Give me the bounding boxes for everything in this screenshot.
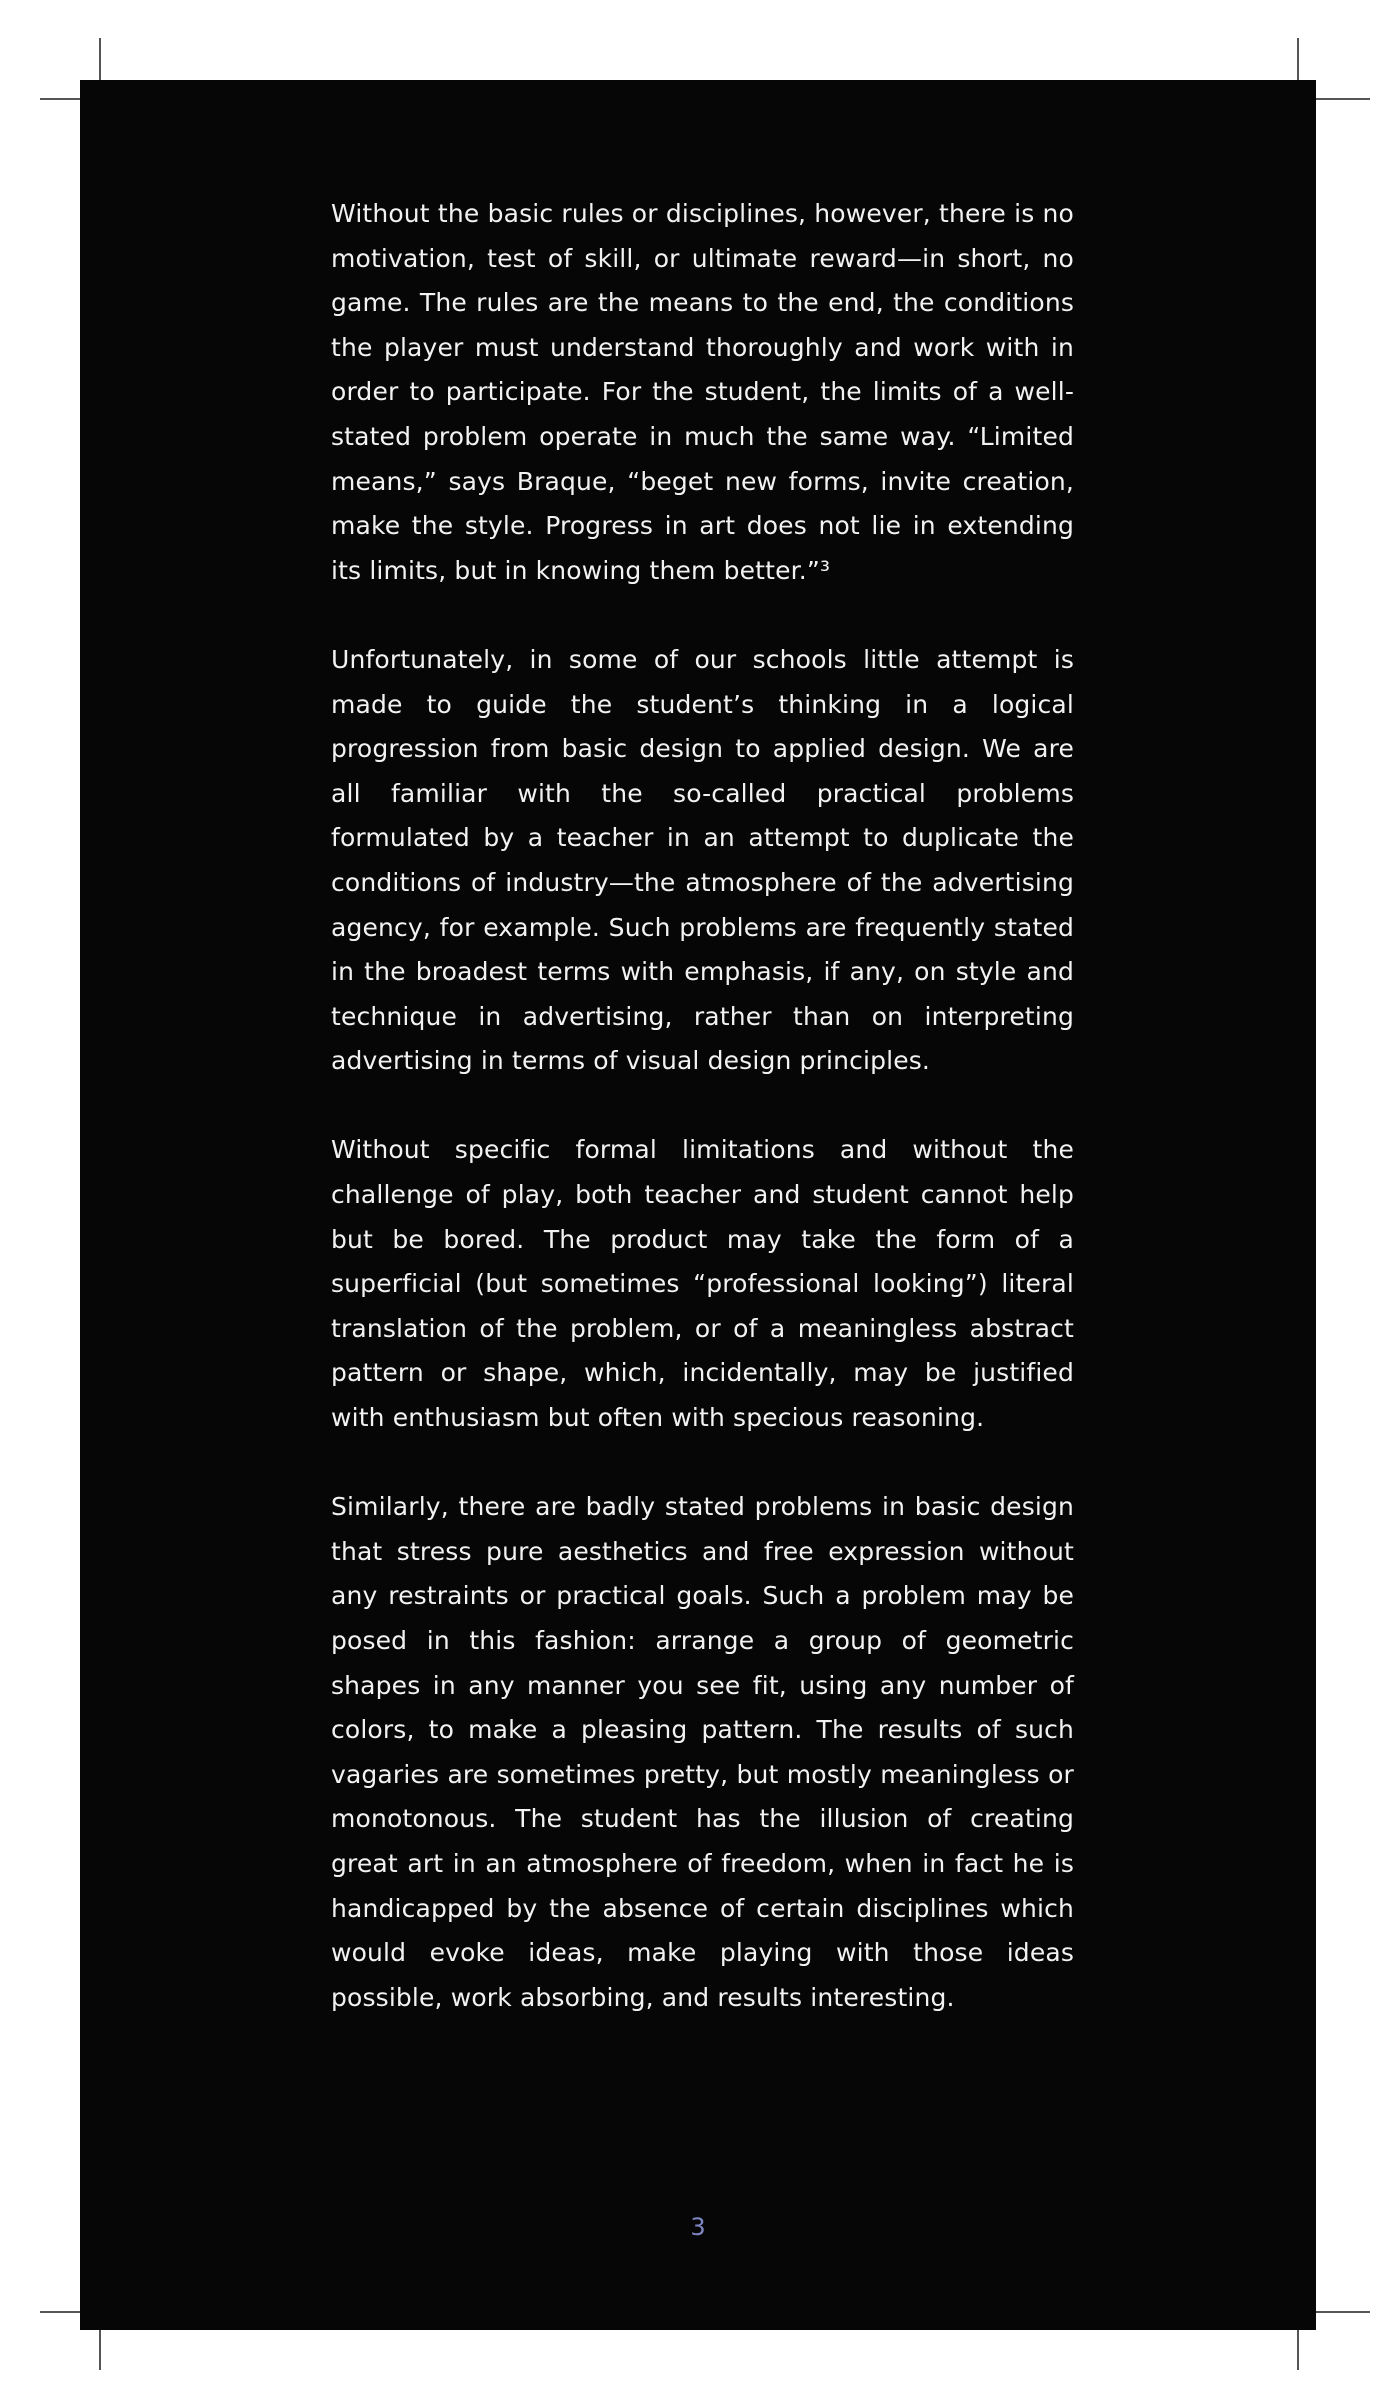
crop-mark-bottom-right-horizontal bbox=[1310, 2311, 1370, 2313]
body-text bbox=[331, 192, 1074, 2065]
paragraph-4: Similarly, there are badly stated problems in basic design that stress pure aesthetics and free expression without any restraints or practical goals. Such a problem may be posed in this fashion: arrange a group of geometric shapes in any manner you see fit, using any number of colors, to make a pleasing pattern. The results of such vagaries are sometimes pretty, but mostly meaningless or monotonous. The student has the illusion of creating great art in an atmosphere of freedom, when in fact he is handicapped by the absence of certain disciplines which would evoke ideas, make playing with those ideas possible, work absorbing, and results interesting. bbox=[331, 1492, 1074, 2012]
paragraph-2: Unfortunately, in some of our schools little attempt is made to guide the student’s thinking in a logical progression from basic design to applied design. We are all familiar with the so-called practical problems formulated by a teacher in an attempt to duplicate the conditions of industry—the atmosphere of the advertising agency, for example. Such problems are frequently stated in the broadest terms with emphasis, if any, on style and technique in advertising, rather than on interpreting advertising in terms of visual design principles. bbox=[331, 644, 1074, 1076]
crop-mark-top-right-horizontal bbox=[1310, 98, 1370, 100]
paragraph-1: Without the basic rules or disciplines, however, there is no motivation, test of skill, or ultimate reward—in short, no game. The rules are the means to the end, the conditions the player must understand thoroughly and work with in order to participate. For the student, the limits of a well-stated problem operate in much the same way. “Limited means,” says Braque, “beget new forms, invite creation, make the style. Progress in art does not lie in extending its limits, but in knowing them better.”³ bbox=[331, 199, 1074, 585]
book-page bbox=[80, 80, 1316, 2330]
paragraph-3: Without specific formal limitations and without the challenge of play, both teacher and student cannot help but be bored. The product may take the form of a superficial (but sometimes “professional looking”) literal translation of the problem, or of a meaningless abstract pattern or shape, which, incidentally, may be justified with enthusiasm but often with specious reasoning. bbox=[331, 1135, 1074, 1433]
page-number: 3 bbox=[690, 2213, 706, 2241]
